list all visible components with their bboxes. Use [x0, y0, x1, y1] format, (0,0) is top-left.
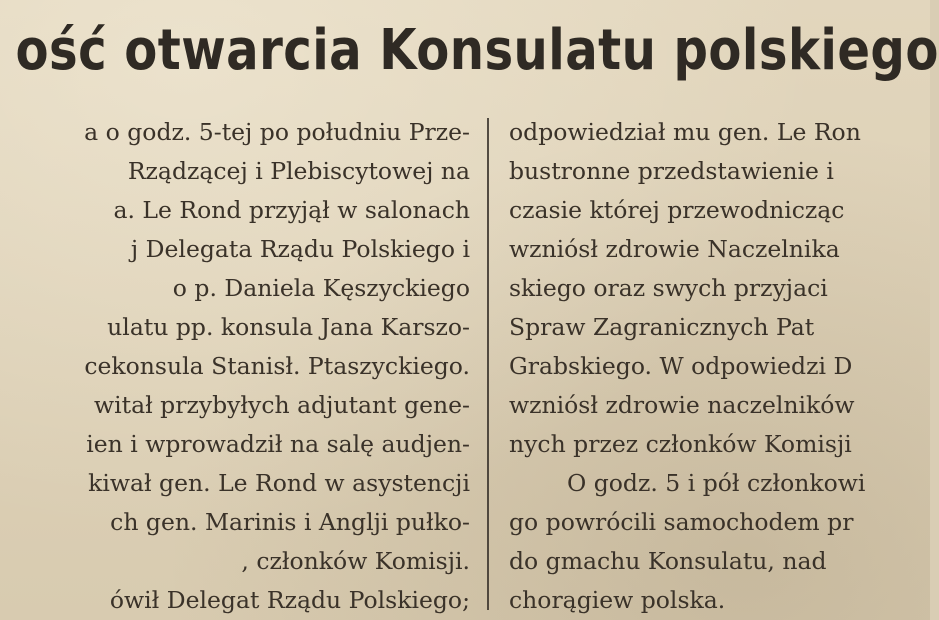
right-line: do gmachu Konsulatu, nad: [509, 547, 827, 575]
left-line: Rządzącej i Plebiscytowej na: [127, 157, 470, 185]
left-line: ulatu pp. konsula Jana Karszo-: [107, 313, 470, 341]
right-line: wzniósł zdrowie naczelników: [509, 391, 855, 419]
left-line: ówił Delegat Rządu Polskiego;: [109, 586, 470, 614]
left-line: o p. Daniela Kęszyckiego: [172, 274, 470, 302]
left-line: j Delegata Rządu Polskiego i: [130, 235, 470, 263]
right-line: odpowiedział mu gen. Le Ron: [509, 118, 861, 146]
right-line: czasie której przewodnicząc: [509, 196, 845, 224]
right-line: Grabskiego. W odpowiedzi D: [509, 352, 853, 380]
left-line: ch gen. Marinis i Anglji pułko-: [110, 508, 470, 536]
left-line: a o godz. 5-tej po południu Prze-: [84, 118, 470, 146]
right-line: go powrócili samochodem pr: [509, 508, 854, 536]
right-line: skiego oraz swych przyjaci: [509, 274, 828, 302]
left-line: kiwał gen. Le Rond w asystencji: [88, 469, 470, 497]
right-line: nych przez członków Komisji: [509, 430, 852, 458]
right-line: bustronne przedstawienie i: [509, 157, 834, 185]
left-line: witał przybyłych adjutant gene-: [94, 391, 470, 419]
left-line: ien i wprowadził na salę audjen-: [86, 430, 470, 458]
left-line: a. Le Rond przyjął w salonach: [113, 196, 470, 224]
right-line: chorągiew polska.: [509, 586, 726, 614]
right-line: Spraw Zagranicznych Pat: [509, 313, 815, 341]
left-line: , członków Komisji.: [241, 547, 470, 575]
article-headline: ość otwarcia Konsulatu polskiego: [15, 18, 939, 83]
left-text-column: [0, 113, 470, 620]
column-divider: [487, 118, 489, 610]
right-text-column: [509, 113, 930, 620]
left-line: cekonsula Stanisł. Ptaszyckiego.: [84, 352, 470, 380]
right-line: wzniósł zdrowie Naczelnika: [509, 235, 840, 263]
right-line: O godz. 5 i pół członkowi: [567, 469, 866, 497]
